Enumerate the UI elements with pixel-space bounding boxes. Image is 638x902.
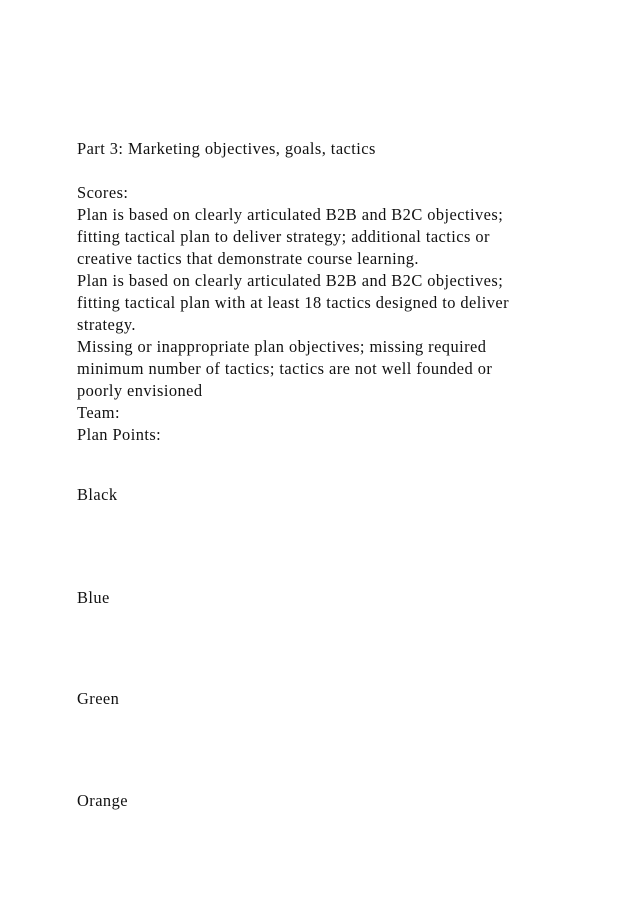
score-criterion-line: minimum number of tactics; tactics are not well founded or	[77, 359, 493, 378]
score-criterion-line: creative tactics that demonstrate course learning.	[77, 249, 419, 268]
score-criterion-line: fitting tactical plan with at least 18 tactics designed to deliver	[77, 293, 510, 312]
score-criterion-line: fitting tactical plan to deliver strategy; additional tactics or	[77, 227, 490, 246]
plan-points-label: Plan Points:	[77, 425, 162, 444]
score-criterion-line: Plan is based on clearly articulated B2B and B2C objectives;	[77, 205, 504, 224]
document-heading: Part 3: Marketing objectives, goals, tactics	[77, 139, 376, 158]
team-label: Team:	[77, 403, 120, 422]
score-criterion-line: Missing or inappropriate plan objectives; missing required	[77, 337, 487, 356]
team-name-blue: Blue	[77, 588, 110, 607]
score-criterion-line: strategy.	[77, 315, 136, 334]
score-criterion-line: poorly envisioned	[77, 381, 203, 400]
team-name-green: Green	[77, 689, 120, 708]
score-criterion-line: Plan is based on clearly articulated B2B and B2C objectives;	[77, 271, 504, 290]
team-name-black: Black	[77, 485, 118, 504]
scores-label: Scores:	[77, 183, 129, 202]
team-name-orange: Orange	[77, 791, 128, 810]
